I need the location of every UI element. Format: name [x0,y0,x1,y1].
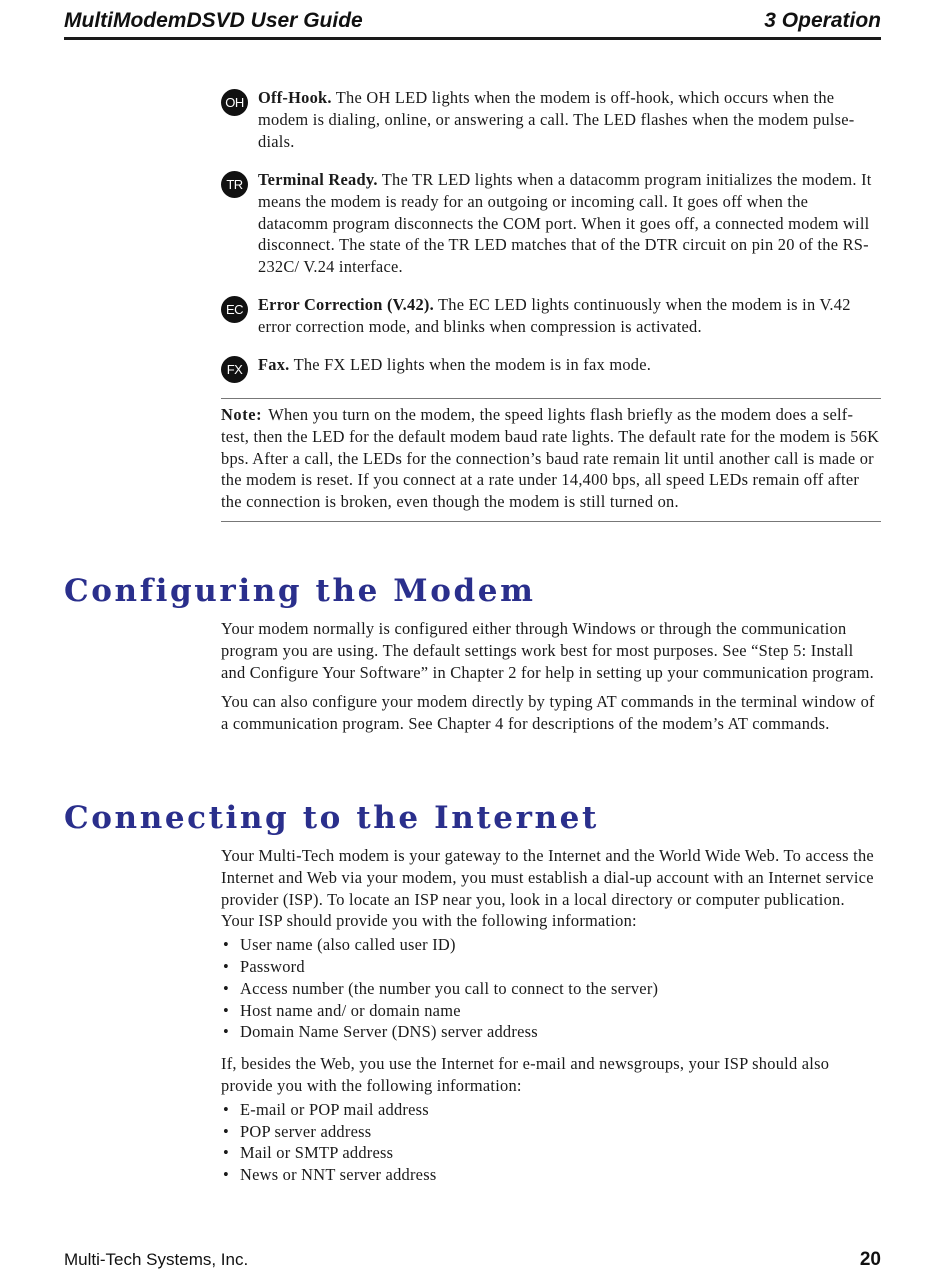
list-item: • Mail or SMTP address [221,1142,881,1164]
page-number: 20 [859,1249,881,1270]
configuring-paragraph: You can also configure your modem directly by typing AT commands in the terminal window of a communication program. See Chapter 4 for descriptions of the modem’s AT commands. [221,692,875,734]
led-term: Terminal Ready. [258,170,378,189]
led-text: The OH LED lights when the modem is off-hook, which occurs when the modem is dialing, online, or answering a call. The LED flashes when the modem pulse-dials. [258,88,855,151]
led-text: The EC LED lights continuously when the modem is in V.42 error correction mode, and blinks when compression is activated. [258,295,851,336]
led-term: Error Correction (V.42). [258,295,434,314]
fx-led-icon: FX [221,356,248,383]
led-description [258,169,881,278]
tr-led-icon: TR [221,171,248,198]
list-item: • Host name and/ or domain name [221,1000,881,1022]
footer-company: Multi-Tech Systems, Inc. [64,1250,249,1269]
internet-section [221,845,881,1196]
note-text: When you turn on the modem, the speed lights flash briefly as the modem does a self-test, then the LED for the default modem baud rate lights. The default rate for the modem is 56K bps. After a call, the LEDs for the connection’s baud rate remain lit until another call is made or the modem is reset. If you connect at a rate under 14,400 bps, all speed LEDs remain off after the connection is broken, even though the modem is still turned on. [221,405,880,512]
page-header [64,8,881,40]
note-label: Note: [221,405,263,424]
led-description [258,294,881,338]
led-description [258,87,881,152]
internet-email-paragraph: If, besides the Web, you use the Internet for e-mail and newsgroups, your ISP should also provide you with the following information: [221,1054,830,1095]
list-item: • User name (also called user ID) [221,934,881,956]
led-text: The TR LED lights when a datacomm program initializes the modem. It means the modem is ready for an outgoing or incoming call. It goes off when the datacomm program disconnects the COM port. When it goes off, a connected modem will disconnect. The state of the TR LED matches that of the DTR circuit on pin 20 of the RS-232C/ V.24 interface. [258,170,872,277]
ec-led-icon: EC [221,296,248,323]
list-item: • E-mail or POP mail address [221,1099,881,1121]
configuring-paragraph: Your modem normally is configured either through Windows or through the communication program you are using. The default settings work best for most purposes. See “Step 5: Install and Configure Your Software” in Chapter 2 for help in setting up your communication program. [221,619,875,682]
chapter-title: 3 Operation [764,9,881,32]
list-item: • Domain Name Server (DNS) server address [221,1021,881,1043]
list-item: • POP server address [221,1121,881,1143]
oh-led-icon: OH [221,89,248,116]
internet-intro: Your Multi-Tech modem is your gateway to the Internet and the World Wide Web. To access the Internet and Web via your modem, you must establish a dial-up account with an Internet service provider (ISP). To locate an ISP near you, look in a local directory or computer publication. Your ISP should provide you with the following information: [221,846,874,931]
guide-title: MultiModemDSVD User Guide [64,9,363,32]
isp-info-list [221,934,881,1043]
list-item: • Password [221,956,881,978]
section-heading-internet: Connecting to the Internet [64,800,599,836]
section-heading-configuring: Configuring the Modem [64,573,536,609]
email-info-list [221,1099,881,1186]
list-item: • Access number (the number you call to connect to the server) [221,978,881,1000]
led-term: Fax. [258,355,290,374]
led-term: Off-Hook. [258,88,332,107]
led-text: The FX LED lights when the modem is in fax mode. [289,355,652,374]
list-item: • News or NNT server address [221,1164,881,1186]
note-box [221,398,881,522]
led-description [258,354,881,376]
configuring-section [221,618,881,743]
